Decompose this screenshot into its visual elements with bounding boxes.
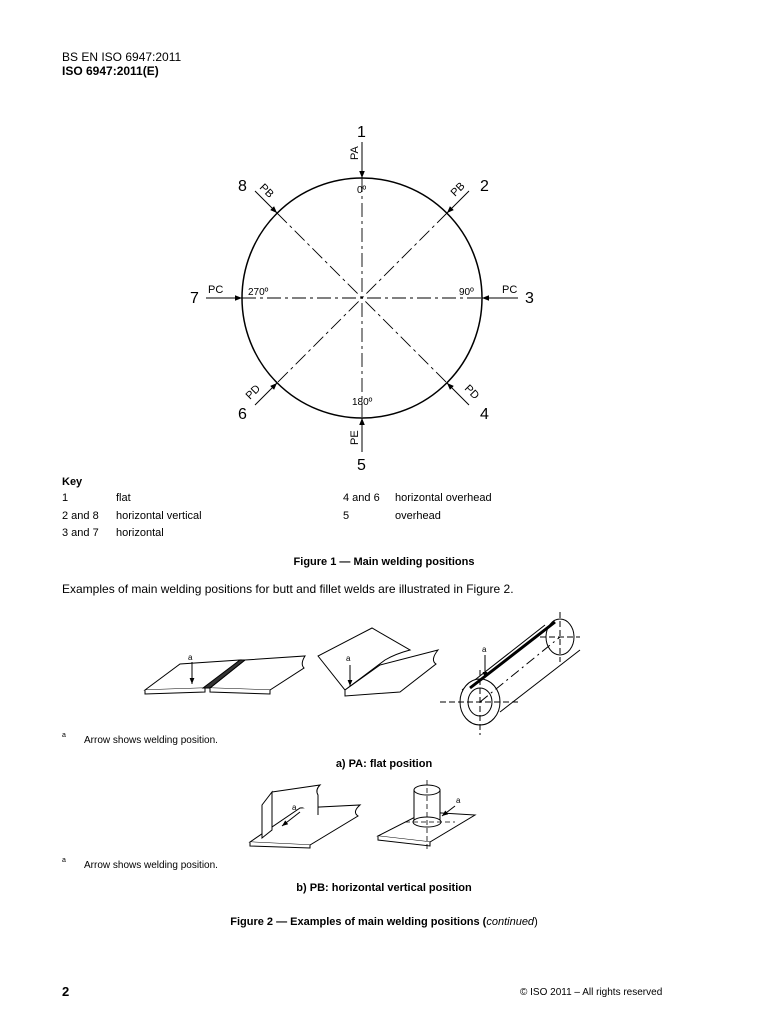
marker-a-fillet: a xyxy=(346,654,351,663)
key-title: Key xyxy=(62,476,83,488)
callout-5: 5 xyxy=(357,457,366,474)
key-num-2: 2 and 8 xyxy=(62,510,99,522)
label-pb-right: PB xyxy=(448,180,468,200)
key-num-4: 4 and 6 xyxy=(343,492,380,504)
figure2-caption-italic: continued xyxy=(486,916,535,928)
page-number: 2 xyxy=(62,984,70,999)
marker-a-pipe: a xyxy=(482,645,487,654)
label-pc-left: PC xyxy=(208,284,224,296)
figure2b-caption: b) PB: horizontal vertical position xyxy=(296,882,472,894)
figure2-caption-main: Figure 2 — Examples of main welding positions ( xyxy=(230,916,487,928)
document-id: BS EN ISO 6947:2011 xyxy=(62,50,182,64)
standard-id: ISO 6947:2011(E) xyxy=(62,64,159,78)
figure2-caption xyxy=(0,916,768,928)
pipe-on-plate xyxy=(378,785,475,846)
angle-180: 180º xyxy=(352,397,373,408)
figure1-caption: Figure 1 — Main welding positions xyxy=(293,556,475,568)
callout-1: 1 xyxy=(357,124,366,141)
callout-2: 2 xyxy=(480,178,489,195)
copyright-notice: © ISO 2011 – All rights reserved xyxy=(520,987,663,998)
label-pb-left: PB xyxy=(256,181,276,201)
callout-4: 4 xyxy=(480,406,489,423)
marker-a-pipe-plate: a xyxy=(456,796,461,805)
t-fillet-plates xyxy=(250,785,360,848)
butt-weld-plates xyxy=(145,656,305,694)
label-pc-right: PC xyxy=(502,284,518,296)
fillet-weld-plates xyxy=(318,628,438,696)
label-pd-right: PD xyxy=(461,382,482,402)
key-text-5: overhead xyxy=(395,510,441,522)
marker-a-butt: a xyxy=(188,653,193,662)
callout-3: 3 xyxy=(525,290,534,307)
note-text: Arrow shows welding position. xyxy=(84,735,218,746)
angle-0: 0º xyxy=(357,185,367,196)
callout-7: 7 xyxy=(190,290,199,307)
key-text-1: flat xyxy=(116,492,131,504)
figure2-caption-end: ) xyxy=(534,916,538,928)
figure2a-note xyxy=(62,732,218,747)
key-num-3: 3 and 7 xyxy=(62,527,99,539)
body-paragraph: Examples of main welding positions for butt and fillet welds are illustrated in Figure 2. xyxy=(62,582,514,596)
key-text-3: horizontal xyxy=(116,527,164,539)
pipe-weld xyxy=(440,612,580,735)
label-pd-left: PD xyxy=(243,382,263,403)
horizontal-vertical-illustrations xyxy=(0,775,768,855)
note-marker-a: a xyxy=(62,732,66,739)
label-pe: PE xyxy=(349,430,361,445)
marker-a-t-fillet: a xyxy=(292,803,297,812)
angle-270: 270º xyxy=(248,287,269,298)
angle-90: 90º xyxy=(459,287,474,298)
label-pa: PA xyxy=(349,146,361,160)
key-num-5: 5 xyxy=(343,510,350,522)
key-num-1: 1 xyxy=(62,492,69,504)
key-text-2: horizontal vertical xyxy=(116,510,202,522)
callout-6: 6 xyxy=(238,406,247,423)
center-lines xyxy=(242,178,482,418)
figure2b-note xyxy=(62,857,218,872)
note-marker-b: a xyxy=(62,857,66,864)
flat-position-illustrations xyxy=(0,605,768,735)
callout-8: 8 xyxy=(238,178,247,195)
key-text-4: horizontal overhead xyxy=(395,492,492,504)
welding-positions-diagram xyxy=(0,110,768,480)
note-text-b: Arrow shows welding position. xyxy=(84,860,218,871)
figure2a-caption: a) PA: flat position xyxy=(335,758,433,770)
